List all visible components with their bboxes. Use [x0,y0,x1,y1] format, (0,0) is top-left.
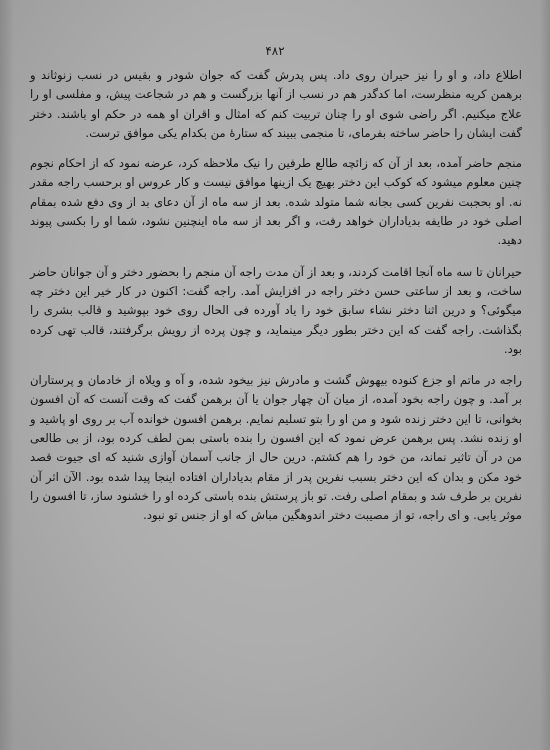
page-body [30,66,522,538]
page-left-shadow [0,0,14,750]
paragraph-2: منجم حاضر آمده، بعد از آن که زائچه طالع طرفین را نیک ملاحظه کرد، عرضه نمود که از احکام نجوم چنین معلوم میشود که کوکب این دختر بهیچ یک ازینها موافق نیست و کار عروس او برحسب راجه مقدر نه. او بحجبت نفرین کسی بجانه شما متولد شده. بعد از سه ماه از آن دعای بد از وی دفع شده بمقام اصلی خود در طایفه بدیاداران خواهد رفت، و اگر بعد از سه ماه اینچنین نشود، شما او را بکسی پیوند دهید. [30,156,522,248]
paragraph-3: حیرانان تا سه ماه آنجا اقامت کردند، و بعد از آن مدت راجه آن منجم را بحضور دختر و آن جوانان حاضر ساخت، و بعد از ساعتی حسن دختر راجه در افزایش آمد. راجه گفت: اکنون در کار خیر این دختر چه میگوئی؟ و درین اثنا دختر نشاء سابق خود را یاد آورده فی الحال روی خود بپوشید و قالب بشری را بگذاشت. راجه گفت که این دختر بطور دیگر مینماید، و چون پرده از رویش برگرفتند، قالب تهی کرده بود. [30,264,522,356]
page-number: ۴۸۲ [265,44,285,58]
page-right-shadow [540,0,550,750]
paragraph-1: اطلاع داد، و او را نیز حیران روی داد. پس پدرش گفت که جوان شودر و بقیس در نسب زنوثاند و برهمن کریه منظرست، اما کدگدر هم در نسب از آنها بزرگست و هم در شجاعت پیش، و مفلسی او را علاج میکنیم. اگر راضی شوی او را چنان تربیت کنم که امثال و اقران او همه در حکم او باشند. دختر گفت ایشان را حاضر ساخته بفرمای، تا منجمی ببیند که ستارهٔ من بکدام یکی موافق ترست. [30,68,522,140]
paragraph-4: راجه در ماتم او جزع کنوده بیهوش گشت و مادرش نیز بیخود شده، و آه و ویلاه از خادمان و پرستاران بر آمد. و چون راجه بخود آمده، از میان آن چهار جوان یا آن برهمن گفت که وقت آنست که آن افسون بخوانی، تا این دختر زنده شود و من او را بتو تسلیم نمایم. برهمن افسون خوانده آب بر روی او پاشید و او زنده نشد. پس برهمن عرض نمود که این افسون را بنده باستی بمن لطف کرده بود، از بی طالعی من در آن تاثیر نماند، من خود را هم کشتم. درین حال از جانب آسمان آوازی شنید که ای جیوت قصد خود مکن و بدان که این دختر بسبب نفرین پدر از مقام بدیاداران افتاده اینجا پیدا شده بود. الآن اثر آن نفرین بر طرف شد و بمقام اصلی رفت. تو باز پرستش بنده باستی کرده او را خشنود ساز، تا افسون را موثر یابی. و ای راجه، تو از مصیبت دختر اندوهگین مباش که او از جنس تو نبود. [30,373,522,523]
